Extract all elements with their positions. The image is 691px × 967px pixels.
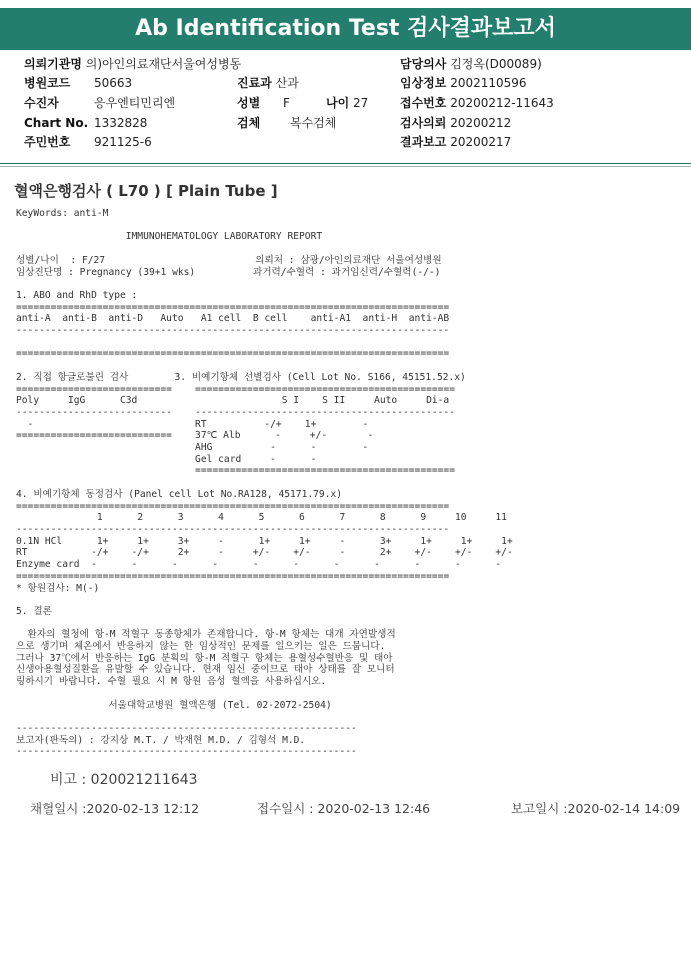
- chart-value: 1332828: [94, 116, 148, 130]
- report-line: 으로 생기며 체온에서 반응하지 않는 한 임상적인 문제를 일으키는 일은 드뭅니다.: [16, 641, 386, 653]
- report-line: 임상진단명 : Pregnancy (39+1 wks) 과거력/수혈력 : 과거임신력/수혈력(-/-): [16, 266, 441, 278]
- patient-label: 수진자: [24, 96, 59, 110]
- report-line: 신생아용혈성질환을 유발할 수 있습니다. 현재 임신 중이므로 태아 상태를 잘 모니터: [16, 664, 395, 676]
- specimen-value: 복수검체: [290, 116, 337, 130]
- rrn-label: 주민번호: [24, 135, 71, 149]
- report-line: 2. 직접 항글로불린 검사 3. 비예기항체 선별검사 (Cell Lot No. S166, 45151.52.x): [16, 371, 466, 383]
- report-line: =============================================: [16, 465, 455, 477]
- received-time: 접수일시 : 2020-02-13 12:46: [257, 801, 431, 816]
- report-line: ---------------------------------------------------------------------------: [16, 523, 450, 535]
- report-line: IMMUNOHEMATOLOGY LABORATORY REPORT: [16, 231, 323, 243]
- report-line: 5. 결론: [16, 605, 52, 617]
- doctor-value: 김정옥(D00089): [450, 57, 542, 71]
- report-line: --------------------------- ---------------------------------------------: [16, 406, 455, 418]
- report-line: * 항원검사: M(-): [16, 582, 100, 594]
- report-line: ===========================================================================: [16, 500, 450, 512]
- doctor-label: 담당의사: [400, 57, 447, 71]
- sex-value: F: [283, 96, 290, 110]
- report-line: -----------------------------------------------------------: [16, 746, 357, 758]
- report-line: 1 2 3 4 5 6 7 8 9 10 11: [16, 512, 507, 524]
- report-date-value: 20200217: [450, 135, 512, 149]
- report-line: 링하시기 바랍니다. 수혈 필요 시 M 항원 음성 혈액을 사용하십시오.: [16, 676, 327, 688]
- report-line: ===========================================================================: [16, 301, 450, 313]
- report-line: -----------------------------------------------------------: [16, 722, 357, 734]
- dept-label: 진료과: [237, 76, 272, 90]
- report-line: Poly IgG C3d S I S II Auto Di-a: [16, 395, 450, 407]
- section-title: 혈액은행검사 ( L70 ) [ Plain Tube ]: [14, 182, 278, 200]
- report-line: 서울대학교병원 혈액은행 (Tel. 02-2072-2504): [16, 699, 332, 711]
- clinical-label: 임상정보: [400, 76, 447, 90]
- report-line: - RT -/+ 1+ -: [16, 418, 369, 430]
- sex-label: 성별: [237, 96, 261, 110]
- header-divider: [0, 163, 691, 164]
- report-line: ===========================================================================: [16, 348, 450, 360]
- request-value: 20200212: [450, 116, 512, 130]
- report-line: 성별/나이 : F/27 의뢰처 : 삼광/아인의료재단 서울여성병원: [16, 254, 442, 266]
- specimen-label: 검체: [237, 116, 261, 130]
- chart-label: Chart No.: [24, 116, 89, 130]
- receipt-label: 접수번호: [400, 96, 447, 110]
- report-line: 그러나 37℃에서 반응하는 IgG 분획의 항-M 적혈구 항체는 용혈성수혈반응 및 태아: [16, 652, 393, 664]
- report-line: Enzyme card - - - - - - - - - - -: [16, 559, 502, 571]
- report-line: 보고자(판독의) : 강지상 M.T. / 박재현 M.D. / 김형석 M.D.: [16, 734, 306, 746]
- remark: 비고 : 020021211643: [50, 772, 198, 788]
- hospital-code-label: 병원코드: [24, 76, 71, 90]
- report-line: AHG - - -: [16, 442, 369, 454]
- report-body: [16, 208, 513, 758]
- receipt-value: 20200212-11643: [450, 96, 554, 110]
- report-date-label: 결과보고: [400, 135, 447, 149]
- report-line: 환자의 혈청에 항-M 적혈구 동종항체가 존재합니다. 항-M 항체는 대개 자연발생적: [16, 629, 396, 641]
- report-line: =========================== =============================================: [16, 383, 455, 395]
- reported-time: 보고일시 :2020-02-14 14:09: [511, 801, 681, 816]
- report-line: ===========================================================================: [16, 570, 450, 582]
- institution-value: 의)아인의료재단서울여성병동: [85, 57, 242, 71]
- report-line: ---------------------------------------------------------------------------: [16, 325, 450, 337]
- report-line: KeyWords: anti-M: [16, 208, 109, 219]
- report-line: anti-A anti-B anti-D Auto A1 cell B cell anti-A1 anti-H anti-AB: [16, 313, 450, 325]
- clinical-value: 2002110596: [450, 76, 527, 90]
- report-title: Ab Identification Test 검사결과보고서: [0, 8, 691, 50]
- report-line: 4. 비예기항체 동정검사 (Panel cell Lot No.RA128, 45171.79.x): [16, 488, 342, 500]
- age-label: 나이: [326, 96, 350, 110]
- rrn-value: 921125-6: [94, 135, 152, 149]
- collected-time: 채혈일시 :2020-02-13 12:12: [30, 801, 200, 816]
- header-divider-secondary: [0, 166, 691, 167]
- dept-value: 산과: [275, 76, 299, 90]
- report-line: Gel card - -: [16, 453, 317, 465]
- patient-value: 응우엔티민리엔: [94, 96, 176, 110]
- report-line: 0.1N HCl 1+ 1+ 3+ - 1+ 1+ - 3+ 1+ 1+ 1+: [16, 535, 513, 547]
- institution-label: 의뢰기관명: [24, 57, 82, 71]
- report-line: 1. ABO and RhD type :: [16, 289, 138, 301]
- hospital-code-value: 50663: [94, 76, 133, 90]
- age-value: 27: [353, 96, 369, 110]
- request-label: 검사의뢰: [400, 116, 447, 130]
- report-line: RT -/+ -/+ 2+ - +/- +/- - 2+ +/- +/- +/-: [16, 547, 513, 559]
- report-line: =========================== 37℃ Alb - +/- -: [16, 430, 374, 442]
